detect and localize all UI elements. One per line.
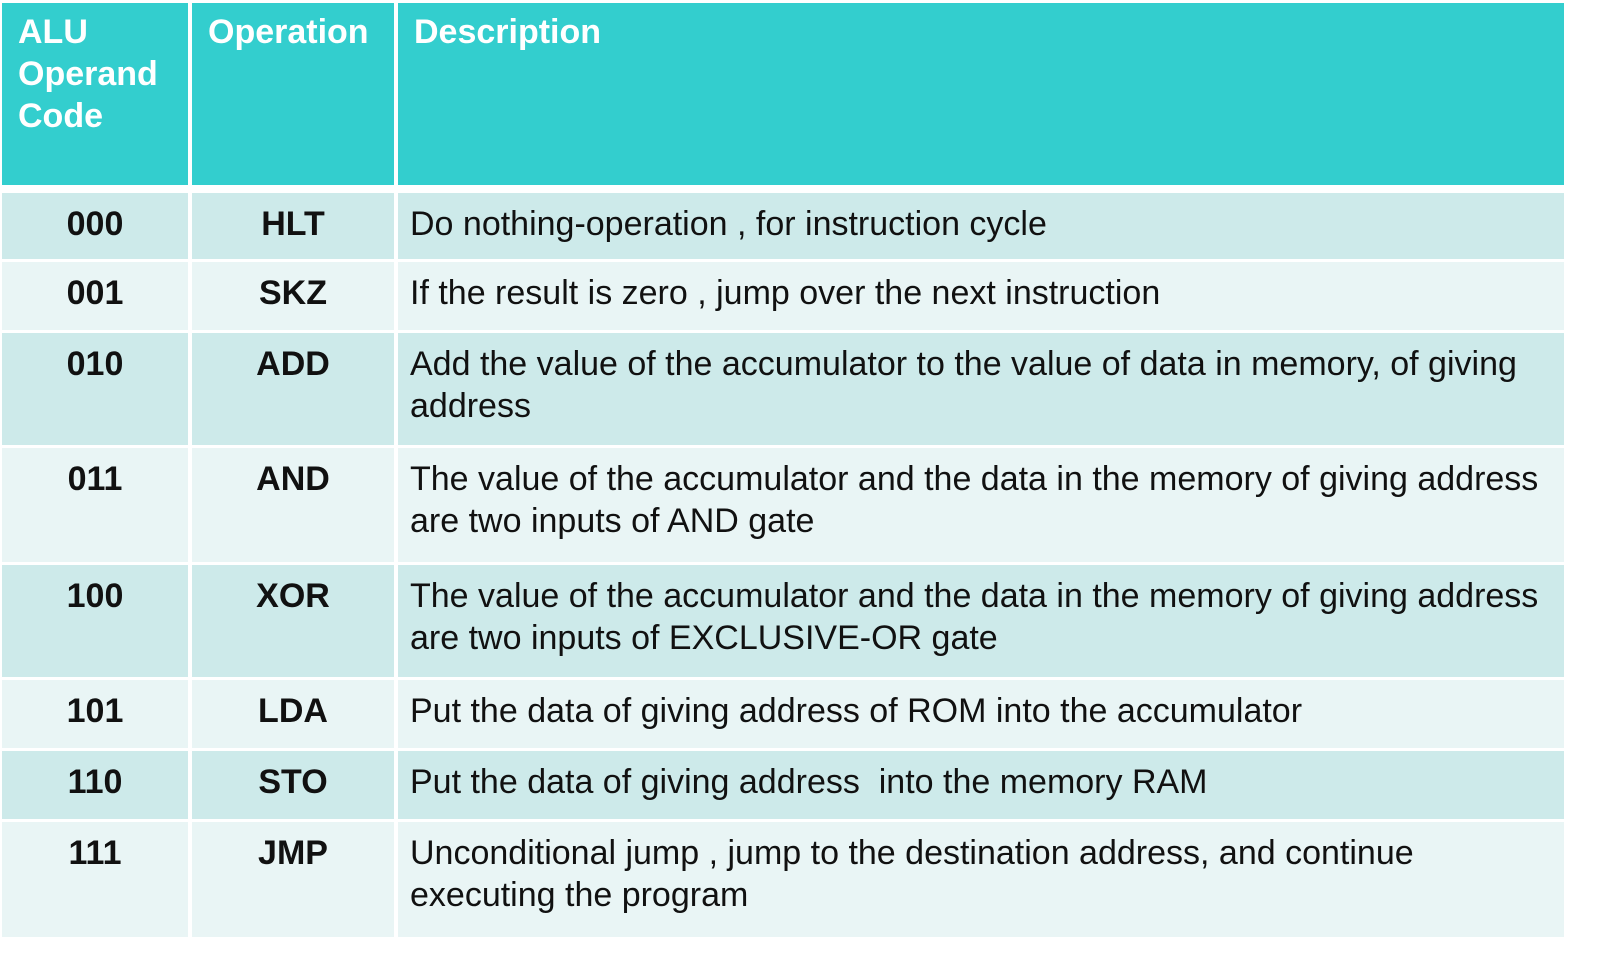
header-operation: Operation	[190, 3, 396, 189]
cell-code: 010	[2, 331, 190, 446]
table-row	[2, 678, 1564, 749]
cell-operation: STO	[190, 749, 396, 820]
cell-code: 001	[2, 260, 190, 331]
cell-code: 000	[2, 189, 190, 260]
table-header	[2, 3, 1564, 189]
header-description: Description	[396, 3, 1564, 189]
cell-description: Do nothing-operation , for instruction cycle	[396, 189, 1564, 260]
cell-description: The value of the accumulator and the data in the memory of giving address are two inputs of EXCLUSIVE-OR gate	[396, 563, 1564, 678]
cell-code: 011	[2, 446, 190, 563]
table-body	[2, 189, 1564, 937]
header-row	[2, 3, 1564, 189]
cell-operation: HLT	[190, 189, 396, 260]
cell-description: Put the data of giving address of ROM into the accumulator	[396, 678, 1564, 749]
cell-description: Unconditional jump , jump to the destination address, and continue executing the program	[396, 820, 1564, 937]
cell-operation: SKZ	[190, 260, 396, 331]
table-row	[2, 189, 1564, 260]
cell-code: 111	[2, 820, 190, 937]
cell-description: If the result is zero , jump over the next instruction	[396, 260, 1564, 331]
cell-operation: LDA	[190, 678, 396, 749]
table-row	[2, 563, 1564, 678]
table-row	[2, 820, 1564, 937]
cell-description: The value of the accumulator and the data in the memory of giving address are two inputs of AND gate	[396, 446, 1564, 563]
table-row	[2, 749, 1564, 820]
cell-code: 110	[2, 749, 190, 820]
cell-operation: XOR	[190, 563, 396, 678]
cell-description: Add the value of the accumulator to the value of data in memory, of giving address	[396, 331, 1564, 446]
cell-description: Put the data of giving address into the memory RAM	[396, 749, 1564, 820]
cell-code: 100	[2, 563, 190, 678]
cell-operation: AND	[190, 446, 396, 563]
cell-code: 101	[2, 678, 190, 749]
alu-operation-table	[2, 3, 1564, 937]
cell-operation: JMP	[190, 820, 396, 937]
table-row	[2, 260, 1564, 331]
table-row	[2, 331, 1564, 446]
table-row	[2, 446, 1564, 563]
header-alu-operand-code: ALU Operand Code	[2, 3, 190, 189]
cell-operation: ADD	[190, 331, 396, 446]
